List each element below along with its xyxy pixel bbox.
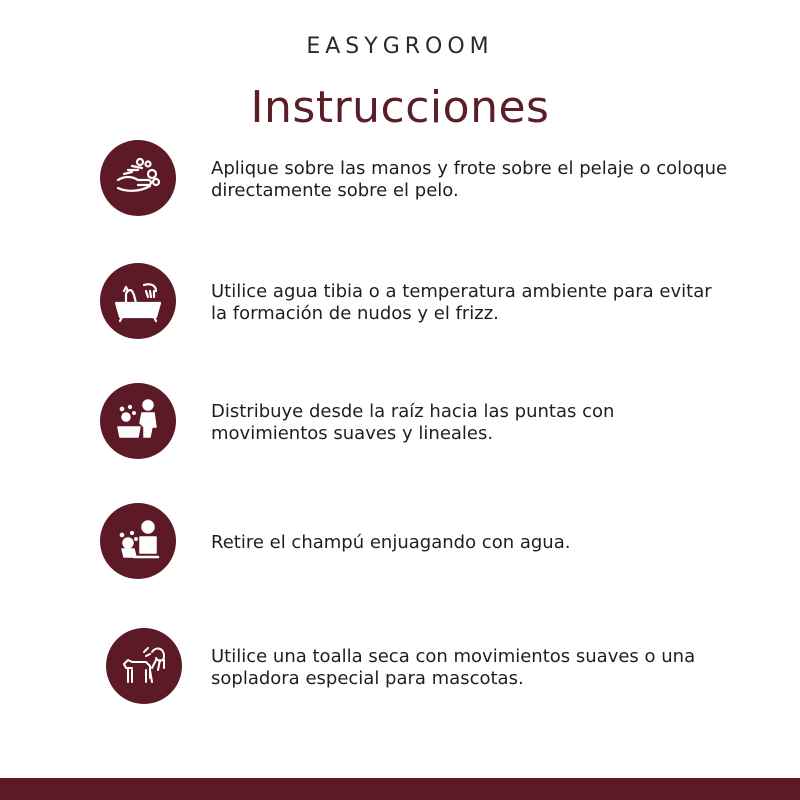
bathtub-dog-icon (100, 263, 176, 339)
hands-lather-icon (100, 140, 176, 216)
instruction-step-5 (100, 628, 740, 708)
instruction-step-1 (100, 140, 740, 220)
footer-bar (0, 778, 800, 800)
person-bathing-dog-icon (100, 383, 176, 459)
dog-dryer-icon (106, 628, 182, 704)
instruction-step-4 (100, 503, 740, 583)
instruction-text: Aplique sobre las manos y frote sobre el pelaje o coloque directamente sobre el pelo. (211, 158, 728, 201)
page-title: Instrucciones (250, 82, 550, 133)
brand-logo: EASYGROOM (306, 34, 494, 59)
rinse-dog-icon (100, 503, 176, 579)
instruction-step-2 (100, 263, 740, 343)
instruction-step-3 (100, 383, 740, 463)
instruction-text: Utilice agua tibia o a temperatura ambiente para evitar la formación de nudos y el frizz. (211, 281, 712, 324)
instruction-text: Utilice una toalla seca con movimientos suaves o una sopladora especial para mascotas. (211, 646, 696, 689)
instruction-text: Retire el champú enjuagando con agua. (211, 532, 571, 553)
instruction-text: Distribuye desde la raíz hacia las puntas con movimientos suaves y lineales. (211, 401, 615, 444)
